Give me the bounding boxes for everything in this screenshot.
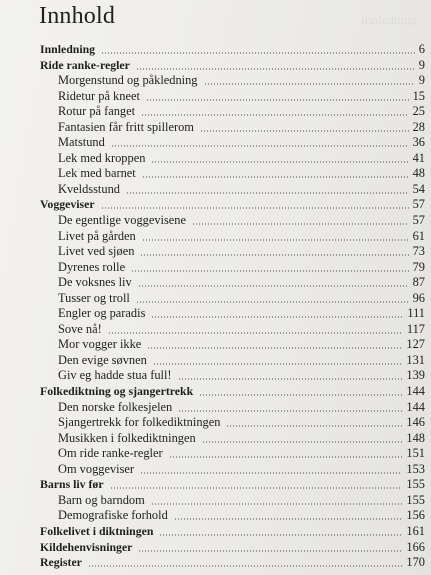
dot-leader bbox=[138, 550, 402, 552]
toc-entry-title: Lek med barnet bbox=[58, 166, 136, 181]
toc-entry-title: Morgenstund og påkledning bbox=[58, 73, 198, 88]
toc-entry-page-number: 48 bbox=[412, 166, 425, 181]
toc-entry-title: Livet ved sjøen bbox=[58, 244, 135, 259]
toc-entry bbox=[0, 415, 431, 431]
dot-leader bbox=[140, 254, 409, 256]
dot-leader bbox=[192, 223, 409, 225]
toc-entry-page-number: 155 bbox=[406, 477, 425, 492]
toc-entry bbox=[0, 446, 431, 462]
dot-leader bbox=[151, 161, 409, 163]
toc-entry-page-number: 151 bbox=[406, 446, 425, 461]
toc-entry bbox=[0, 477, 431, 493]
toc-entry bbox=[0, 508, 431, 524]
toc-entry-page-number: 36 bbox=[412, 135, 425, 150]
toc-entry-page-number: 117 bbox=[406, 321, 425, 336]
toc-entry-page-number: 61 bbox=[412, 228, 425, 243]
toc-entry-page-number: 15 bbox=[412, 88, 425, 103]
toc-entry-title: Ride ranke-regler bbox=[40, 57, 130, 72]
toc-entry-title: Demografiske forhold bbox=[58, 508, 168, 523]
toc-entry bbox=[0, 197, 431, 213]
toc-entry-title: Kildehenvisninger bbox=[40, 539, 133, 554]
toc-entry-title: Livet på gården bbox=[58, 228, 136, 243]
toc-entry bbox=[0, 151, 431, 167]
toc-entry bbox=[0, 291, 431, 307]
toc-entry bbox=[0, 73, 431, 89]
toc-entry bbox=[0, 462, 431, 478]
toc-entry bbox=[0, 58, 431, 74]
toc-entry-page-number: 57 bbox=[412, 197, 425, 212]
dot-leader bbox=[169, 456, 402, 458]
dot-leader bbox=[226, 425, 402, 427]
toc-entry-title: Om ride ranke-regler bbox=[58, 446, 163, 461]
toc-entry-title: Innledning bbox=[40, 42, 96, 56]
toc-entry-title: Barn og barndom bbox=[58, 492, 145, 507]
toc-entry-page-number: 156 bbox=[406, 508, 425, 523]
toc-entry-page-number: 144 bbox=[406, 399, 425, 414]
dot-leader bbox=[126, 192, 409, 194]
toc-entry-title: De voksnes liv bbox=[58, 275, 132, 290]
toc-entry-page-number: 170 bbox=[406, 555, 425, 570]
dot-leader bbox=[136, 68, 415, 70]
toc-entry bbox=[0, 244, 431, 260]
toc-entry-page-number: 153 bbox=[406, 461, 425, 476]
toc-entry-title: Tusser og troll bbox=[58, 290, 130, 305]
toc-entry-title: Barns liv før bbox=[40, 477, 104, 492]
toc-entry-page-number: 111 bbox=[407, 306, 425, 321]
toc-entry bbox=[0, 260, 431, 276]
toc-entry-title: Dyrenes rolle bbox=[58, 259, 126, 274]
toc-entry-title: Giv eg hadde stua full! bbox=[58, 368, 172, 383]
toc-entry-title: Register bbox=[40, 555, 82, 570]
toc-entry bbox=[0, 213, 431, 229]
toc-entry-title: Folkediktning og sjangertrekk bbox=[40, 384, 194, 399]
toc-entry bbox=[0, 384, 431, 400]
toc-entry bbox=[0, 120, 431, 136]
dot-leader bbox=[202, 441, 402, 443]
dot-leader bbox=[101, 207, 409, 209]
toc-entry bbox=[0, 229, 431, 245]
toc-entry-title: Folkelivet i diktningen bbox=[40, 523, 154, 538]
toc-entry-page-number: 139 bbox=[406, 368, 425, 383]
toc-entry-title: Den evige søvnen bbox=[58, 352, 147, 367]
toc-entry bbox=[0, 42, 431, 58]
dot-leader bbox=[159, 534, 402, 536]
dot-leader bbox=[88, 565, 402, 567]
dot-leader bbox=[142, 239, 409, 241]
toc-entry-title: Mor vogger ikke bbox=[58, 337, 142, 352]
dot-leader bbox=[101, 52, 415, 54]
toc-entry-title: Ridetur på kneet bbox=[58, 88, 140, 103]
toc-entry-page-number: 9 bbox=[418, 57, 425, 72]
toc-entry bbox=[0, 493, 431, 509]
toc-entry-title: De egentlige voggevisene bbox=[58, 213, 186, 228]
dot-leader bbox=[108, 332, 403, 334]
toc-entry-title: Sjangertrekk for folkediktningen bbox=[58, 415, 221, 430]
toc-entry-page-number: 166 bbox=[406, 539, 425, 554]
toc-entry bbox=[0, 89, 431, 105]
toc-entry-page-number: 73 bbox=[412, 244, 425, 259]
toc-entry bbox=[0, 555, 431, 571]
bleed-through-text: Innledning bbox=[360, 12, 417, 27]
toc-entry-page-number: 96 bbox=[412, 290, 425, 305]
table-of-contents bbox=[0, 42, 431, 571]
toc-entry-page-number: 146 bbox=[406, 415, 425, 430]
toc-entry-title: Matstund bbox=[58, 135, 105, 150]
toc-entry-page-number: 9 bbox=[418, 73, 425, 88]
toc-entry bbox=[0, 182, 431, 198]
toc-entry-page-number: 144 bbox=[406, 384, 425, 399]
toc-entry-title: Musikken i folkediktningen bbox=[58, 430, 196, 445]
dot-leader bbox=[131, 270, 409, 272]
dot-leader bbox=[199, 394, 402, 396]
page-title: Innhold bbox=[39, 3, 116, 29]
toc-entry bbox=[0, 337, 431, 353]
dot-leader bbox=[178, 378, 402, 380]
toc-entry bbox=[0, 540, 431, 556]
dot-leader bbox=[151, 316, 403, 318]
toc-entry bbox=[0, 431, 431, 447]
dot-leader bbox=[140, 472, 402, 474]
toc-entry-title: Lek med kroppen bbox=[58, 150, 146, 165]
toc-entry-title: Kveldsstund bbox=[58, 181, 120, 196]
dot-leader bbox=[204, 83, 415, 85]
toc-entry bbox=[0, 353, 431, 369]
dot-leader bbox=[138, 285, 409, 287]
toc-entry-title: Engler og paradis bbox=[58, 306, 146, 321]
toc-entry-page-number: 127 bbox=[406, 337, 425, 352]
toc-entry-page-number: 87 bbox=[412, 275, 425, 290]
toc-entry bbox=[0, 275, 431, 291]
toc-entry-page-number: 79 bbox=[412, 259, 425, 274]
toc-entry-page-number: 54 bbox=[412, 181, 425, 196]
toc-entry bbox=[0, 166, 431, 182]
toc-entry-page-number: 6 bbox=[418, 42, 425, 56]
dot-leader bbox=[146, 99, 409, 101]
toc-entry bbox=[0, 322, 431, 338]
toc-entry-title: Om voggeviser bbox=[58, 461, 135, 476]
dot-leader bbox=[111, 145, 409, 147]
toc-entry-title: Sove nå! bbox=[58, 321, 102, 336]
dot-leader bbox=[178, 410, 402, 412]
toc-entry-page-number: 28 bbox=[412, 119, 425, 134]
toc-entry-page-number: 161 bbox=[406, 523, 425, 538]
dot-leader bbox=[174, 518, 402, 520]
toc-entry-title: Rotur på fanget bbox=[58, 104, 136, 119]
toc-entry bbox=[0, 400, 431, 416]
dot-leader bbox=[142, 176, 409, 178]
toc-entry-title: Fantasien får fritt spillerom bbox=[58, 119, 194, 134]
toc-entry-page-number: 155 bbox=[406, 492, 425, 507]
toc-entry-title: Voggeviser bbox=[40, 197, 95, 212]
dot-leader bbox=[151, 503, 402, 505]
dot-leader bbox=[147, 347, 402, 349]
toc-entry-page-number: 25 bbox=[412, 104, 425, 119]
dot-leader bbox=[136, 301, 409, 303]
toc-entry-page-number: 57 bbox=[412, 213, 425, 228]
toc-entry-page-number: 131 bbox=[406, 352, 425, 367]
toc-entry-page-number: 41 bbox=[412, 150, 425, 165]
toc-entry-title: Den norske folkesjelen bbox=[58, 399, 173, 414]
toc-entry-page-number: 148 bbox=[406, 430, 425, 445]
dot-leader bbox=[141, 114, 409, 116]
dot-leader bbox=[110, 487, 402, 489]
dot-leader bbox=[200, 130, 409, 132]
toc-entry bbox=[0, 104, 431, 120]
toc-entry bbox=[0, 368, 431, 384]
dot-leader bbox=[153, 363, 402, 365]
toc-entry bbox=[0, 524, 431, 540]
toc-entry bbox=[0, 135, 431, 151]
toc-entry bbox=[0, 306, 431, 322]
